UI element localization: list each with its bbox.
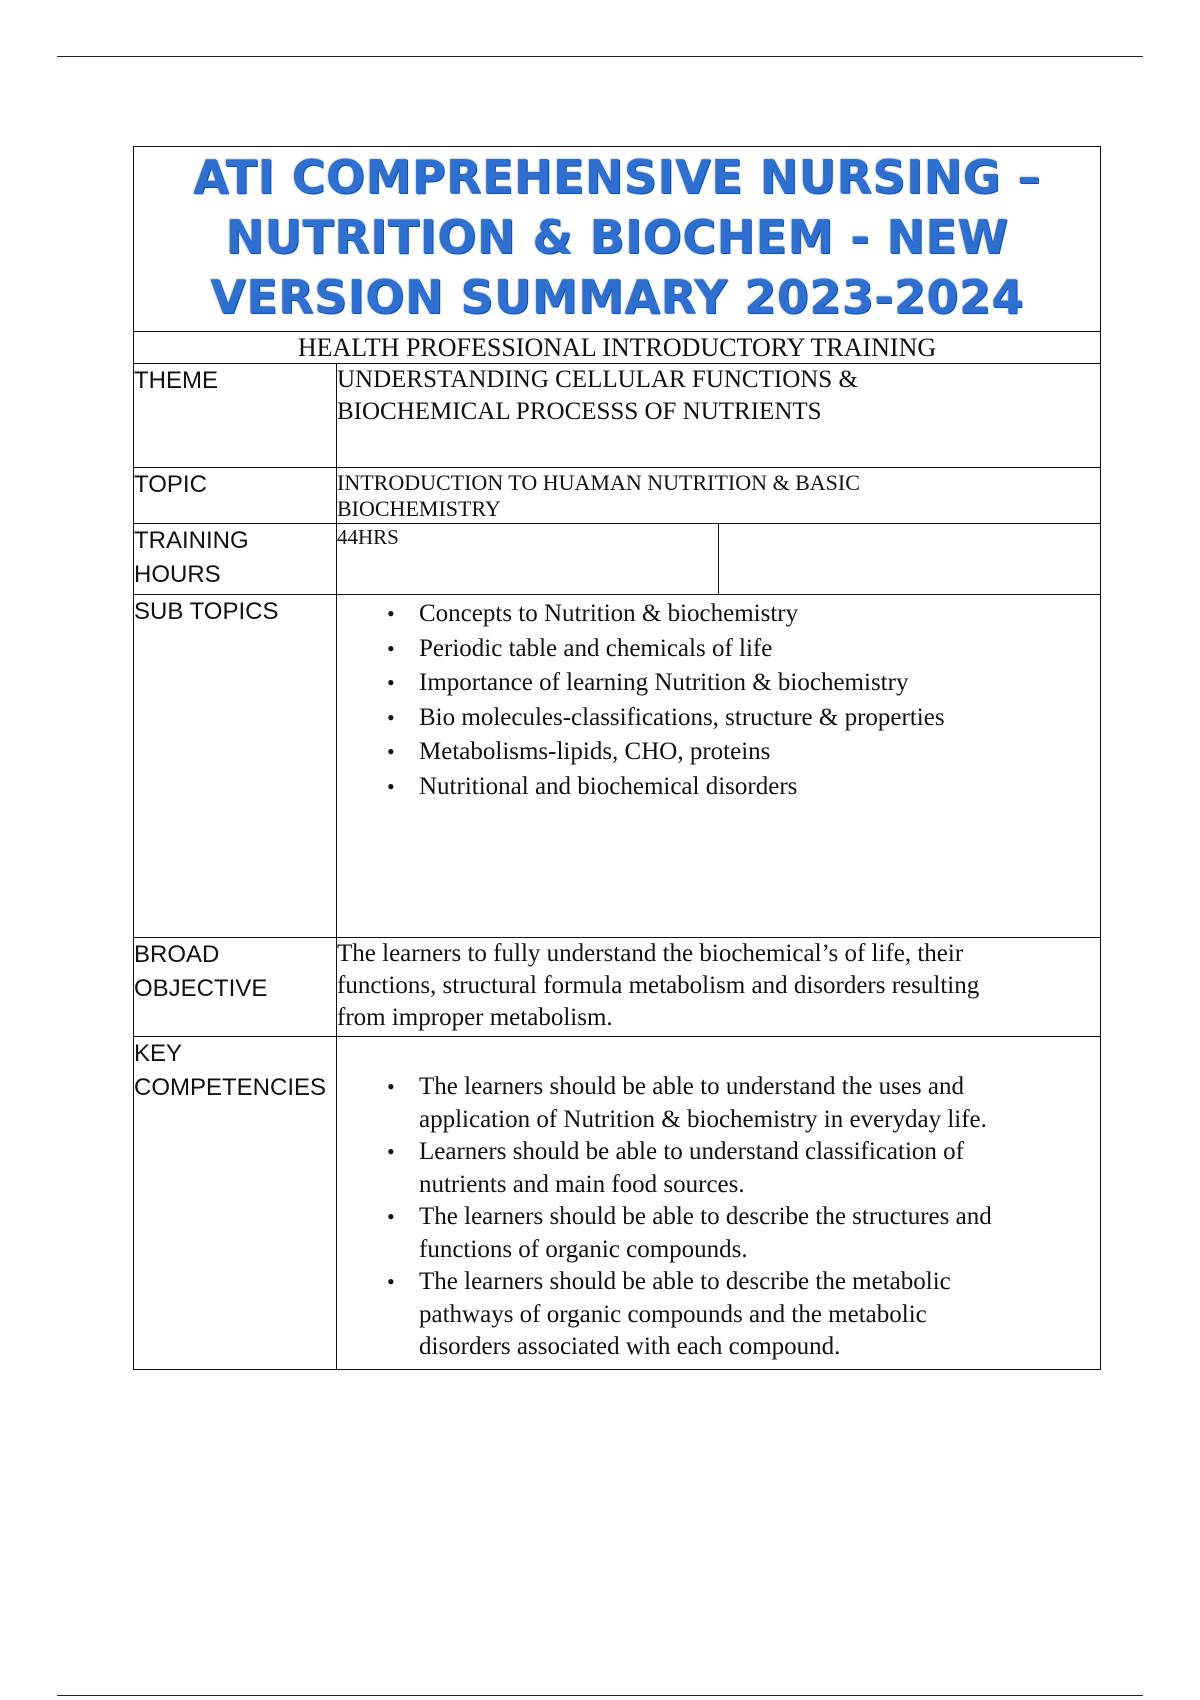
- sub-topics-label: SUB TOPICS: [134, 595, 337, 938]
- competency-1-line-2: application of Nutrition & biochemistry in everyday life.: [419, 1105, 987, 1133]
- title-row: [134, 147, 1101, 332]
- document-subtitle: HEALTH PROFESSIONAL INTRODUCTORY TRAINING: [134, 332, 1101, 364]
- list-item: [419, 1071, 1100, 1136]
- list-item: • Concepts to Nutrition & biochemistry: [419, 597, 1100, 632]
- training-hours-row: [134, 524, 1101, 595]
- title-line-3: VERSION SUMMARY 2023-2024: [210, 270, 1024, 324]
- sub-topics-list: [337, 597, 1100, 804]
- sub-topics-row: [134, 595, 1101, 938]
- topic-value-line-1: INTRODUCTION TO HUAMAN NUTRITION & BASIC: [337, 470, 860, 495]
- list-item: • Metabolisms-lipids, CHO, proteins: [419, 735, 1100, 770]
- broad-objective-value: [337, 938, 1101, 1037]
- broad-objective-label-line-2: OBJECTIVE: [134, 975, 268, 1002]
- training-hours-empty-cell: [719, 524, 1101, 595]
- broad-objective-line-3: from improper metabolism.: [337, 1004, 613, 1031]
- competency-4-line-2: pathways of organic compounds and the metabolic: [419, 1300, 927, 1328]
- topic-row: [134, 468, 1101, 524]
- competency-2-line-1: • Learners should be able to understand classification of: [419, 1138, 964, 1165]
- topic-value-line-2: BIOCHEMISTRY: [337, 496, 501, 521]
- document-title: [134, 147, 1101, 332]
- competency-2-line-2: nutrients and main food sources.: [419, 1170, 745, 1198]
- footer-rule: [57, 1695, 1143, 1696]
- key-competencies-label-line-1: KEY: [134, 1040, 183, 1067]
- list-item: • Nutritional and biochemical disorders: [419, 770, 1100, 805]
- broad-objective-label: [134, 938, 337, 1037]
- training-hours-label: [134, 524, 337, 595]
- list-item: [419, 1136, 1100, 1201]
- list-item: [419, 1266, 1100, 1364]
- key-competencies-list: [337, 1071, 1100, 1364]
- title-line-1: ATI COMPREHENSIVE NURSING –: [193, 150, 1041, 204]
- title-line-2: NUTRITION & BIOCHEM - NEW: [225, 210, 1009, 264]
- competency-3-line-2: functions of organic compounds.: [419, 1235, 748, 1263]
- theme-row: [134, 364, 1101, 468]
- key-competencies-label-line-2: COMPETENCIES: [134, 1074, 327, 1101]
- list-item: [419, 1201, 1100, 1266]
- competency-4-line-3: disorders associated with each compound.: [419, 1333, 841, 1360]
- subtitle-row: [134, 332, 1101, 364]
- theme-value: [337, 364, 1101, 468]
- list-item: • Bio molecules-classifications, structure & properties: [419, 701, 1100, 736]
- competency-3-line-1: • The learners should be able to describe the structures and: [419, 1203, 992, 1230]
- training-hours-label-line-2: HOURS: [134, 561, 221, 588]
- theme-value-line-1: UNDERSTANDING CELLULAR FUNCTIONS &: [337, 366, 858, 393]
- training-hours-value: 44HRS: [337, 524, 719, 595]
- broad-objective-row: [134, 938, 1101, 1037]
- topic-value: [337, 468, 1101, 524]
- course-summary-table: [133, 146, 1101, 1370]
- competency-1-line-1: • The learners should be able to understand the uses and: [419, 1073, 964, 1100]
- training-hours-label-line-1: TRAINING: [134, 527, 249, 554]
- theme-label: THEME: [134, 364, 337, 468]
- competency-4-line-1: • The learners should be able to describe the metabolic: [419, 1268, 951, 1295]
- broad-objective-label-line-1: BROAD: [134, 941, 220, 968]
- list-item: • Periodic table and chemicals of life: [419, 632, 1100, 667]
- header-rule: [57, 56, 1143, 57]
- key-competencies-label: [134, 1037, 337, 1370]
- broad-objective-line-1: The learners to fully understand the biochemical’s of life, their: [337, 940, 964, 967]
- list-item: • Importance of learning Nutrition & biochemistry: [419, 666, 1100, 701]
- topic-label: TOPIC: [134, 468, 337, 524]
- key-competencies-value: [337, 1037, 1101, 1370]
- sub-topics-value: [337, 595, 1101, 938]
- theme-value-line-2: BIOCHEMICAL PROCESSS OF NUTRIENTS: [337, 398, 822, 425]
- key-competencies-row: [134, 1037, 1101, 1370]
- broad-objective-line-2: functions, structural formula metabolism and disorders resulting: [337, 972, 980, 999]
